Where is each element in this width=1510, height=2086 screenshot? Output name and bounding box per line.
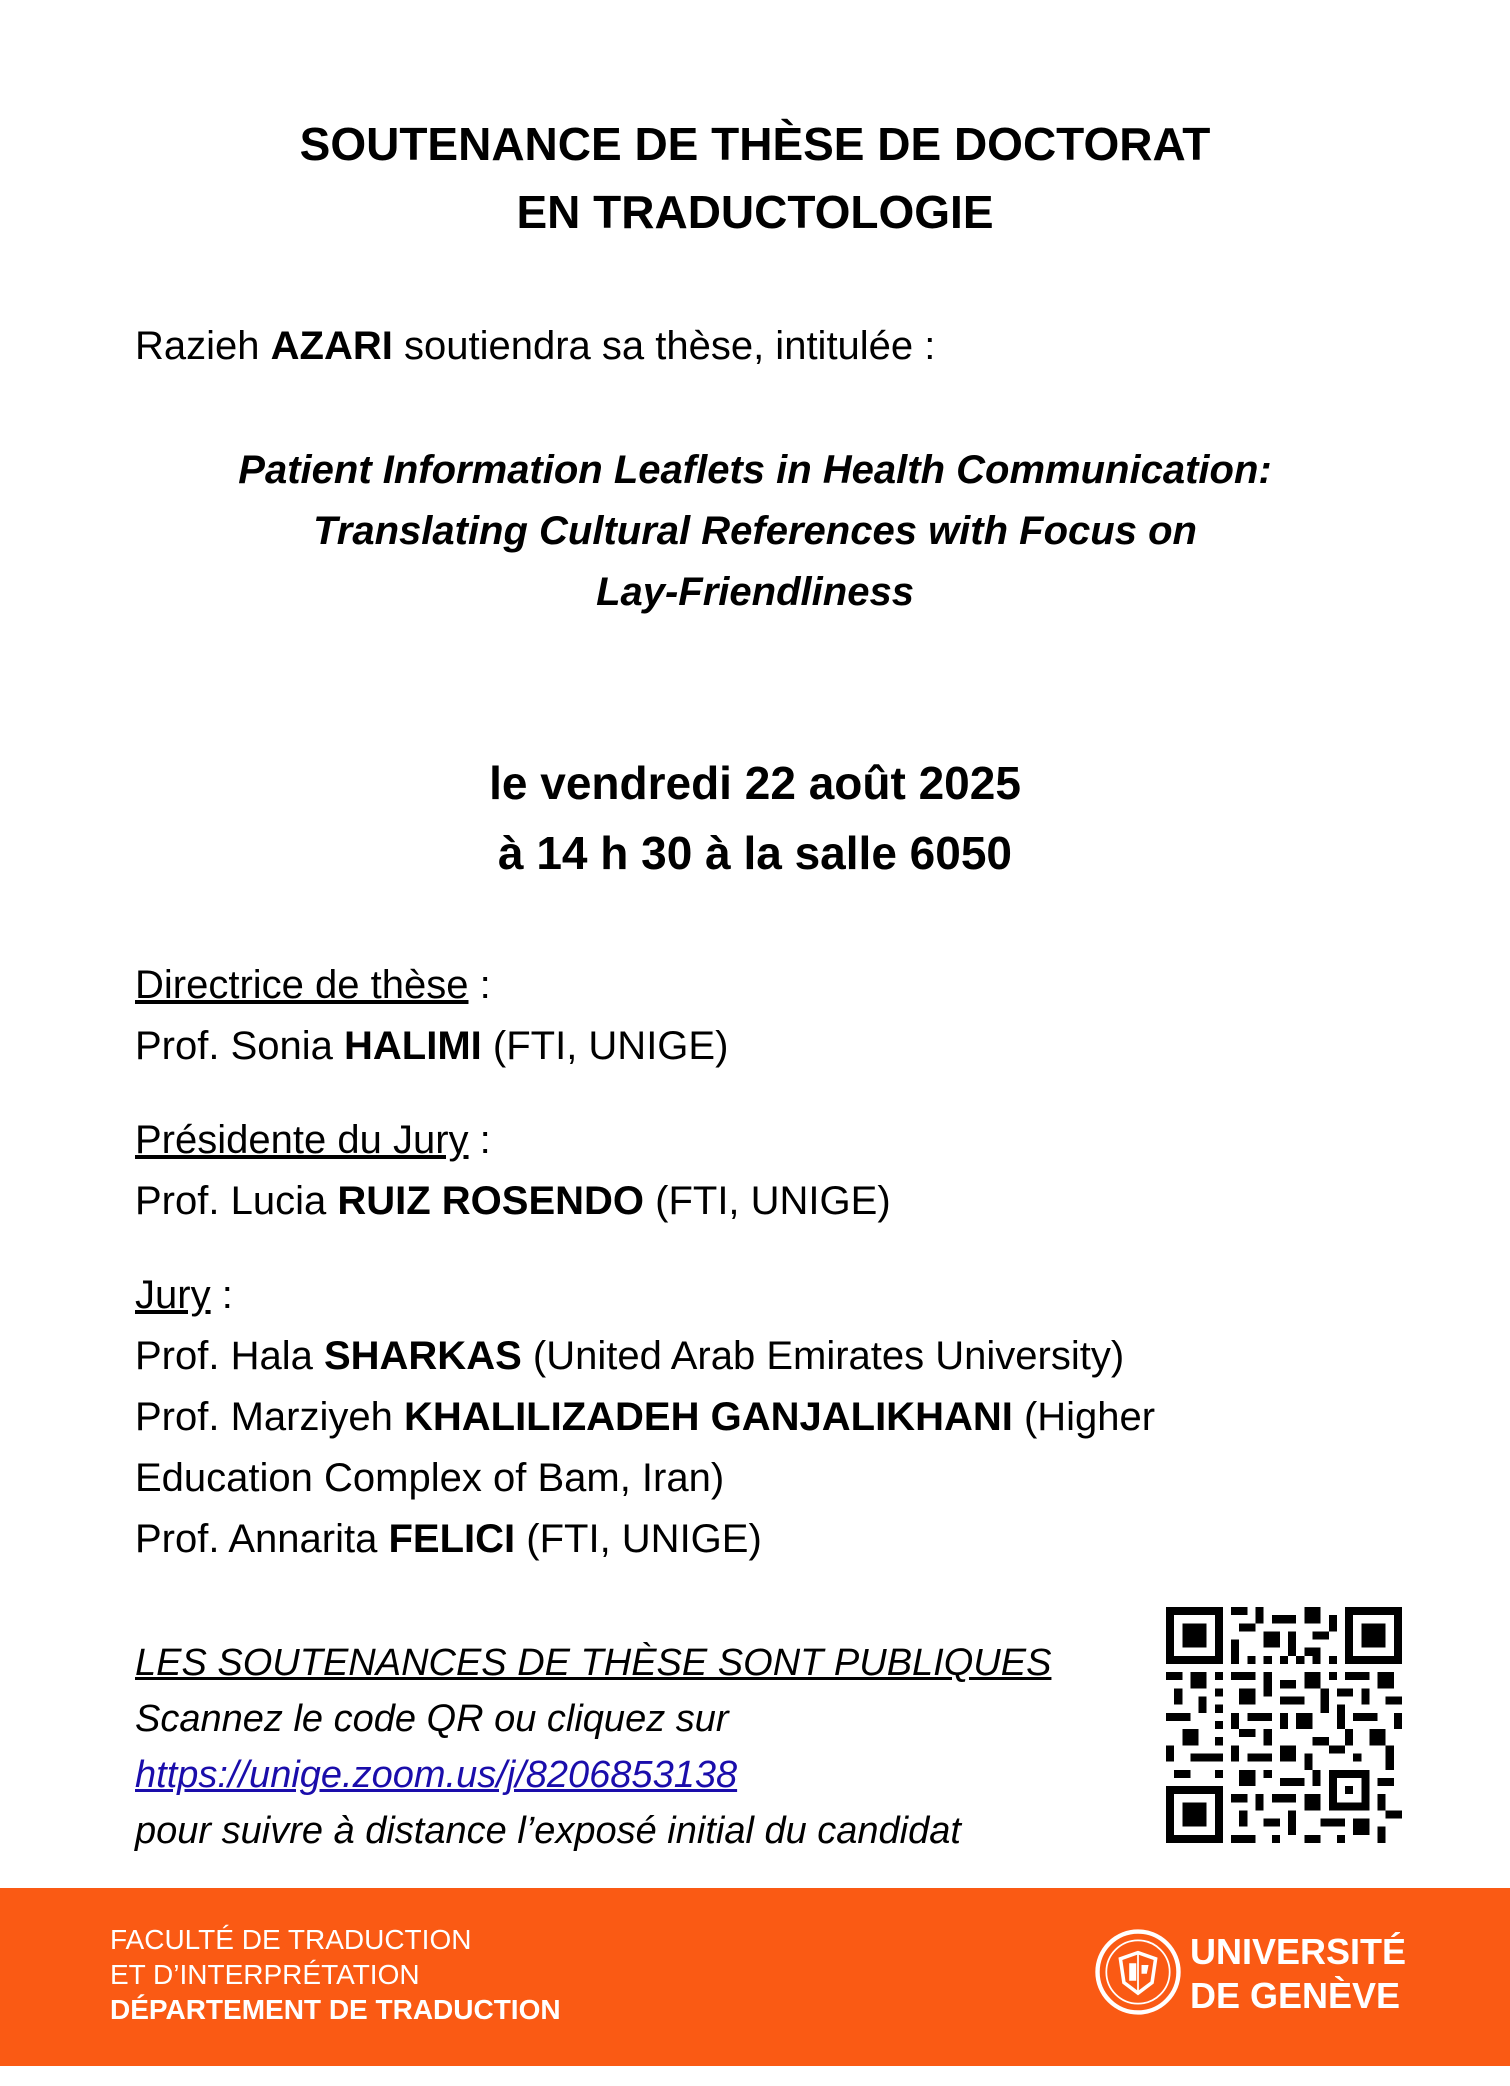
director-section bbox=[135, 955, 1155, 1077]
jury-member-surname: SHARKAS bbox=[323, 1334, 522, 1378]
university-seal-icon bbox=[1094, 1928, 1182, 2016]
thesis-title-line-1: Patient Information Leaflets in Health Communication: bbox=[238, 448, 1272, 492]
jury-member bbox=[135, 1509, 1155, 1570]
jury-member bbox=[135, 1326, 1155, 1387]
jury-member bbox=[135, 1387, 1155, 1448]
university-name bbox=[1190, 1930, 1406, 2018]
zoom-link[interactable]: https://unige.zoom.us/j/8206853138 bbox=[135, 1754, 738, 1796]
jury-section bbox=[135, 1265, 1155, 1570]
director-surname: HALIMI bbox=[344, 1024, 482, 1068]
jury-label: Jury bbox=[135, 1273, 211, 1317]
president-surname: RUIZ ROSENDO bbox=[337, 1179, 645, 1223]
event-date: le vendredi 22 août 2025 bbox=[489, 757, 1021, 809]
intro-text: soutiendra sa thèse, intitulée : bbox=[392, 324, 936, 368]
department-name: DÉPARTEMENT DE TRADUCTION bbox=[110, 1994, 561, 2025]
qr-code-icon[interactable] bbox=[1166, 1607, 1402, 1843]
committee bbox=[135, 955, 1155, 1603]
jury-member-surname: FELICI bbox=[388, 1517, 516, 1561]
president-section bbox=[135, 1110, 1155, 1232]
jury-member-affiliation: (United Arab Emirates University) bbox=[521, 1334, 1125, 1378]
event-details bbox=[0, 748, 1510, 888]
public-notice bbox=[135, 1635, 1051, 1859]
poster-title bbox=[0, 110, 1510, 246]
faculty-line-1: FACULTÉ DE TRADUCTION bbox=[110, 1924, 472, 1955]
president-label: Présidente du Jury bbox=[135, 1118, 469, 1162]
candidate-last-name: AZARI bbox=[270, 324, 393, 368]
president-prefix: Prof. Lucia bbox=[135, 1179, 338, 1223]
event-time-room: à 14 h 30 à la salle 6050 bbox=[497, 827, 1013, 879]
title-line-1: SOUTENANCE DE THÈSE DE DOCTORAT bbox=[299, 118, 1211, 170]
thesis-title-line-2: Translating Cultural References with Focus on bbox=[313, 509, 1197, 553]
director-affiliation: (FTI, UNIGE) bbox=[481, 1024, 729, 1068]
president-colon: : bbox=[468, 1118, 491, 1162]
candidate-intro bbox=[135, 318, 935, 374]
university-line-1: UNIVERSITÉ bbox=[1190, 1931, 1407, 1972]
director-label: Directrice de thèse bbox=[135, 963, 469, 1007]
director-name bbox=[135, 1016, 1155, 1077]
footer-banner bbox=[0, 1888, 1510, 2066]
jury-member-surname: KHALILIZADEH GANJALIKHANI bbox=[403, 1395, 1013, 1439]
president-affiliation: (FTI, UNIGE) bbox=[644, 1179, 891, 1223]
jury-member-affiliation: Education Complex of Bam, Iran) bbox=[135, 1456, 725, 1500]
jury-member-prefix: Prof. Annarita bbox=[135, 1517, 389, 1561]
faculty-block bbox=[110, 1922, 561, 2027]
jury-member-continued bbox=[135, 1448, 1155, 1509]
jury-member-affiliation: (Higher bbox=[1012, 1395, 1156, 1439]
faculty-line-2: ET D’INTERPRÉTATION bbox=[110, 1959, 420, 1990]
jury-member-prefix: Prof. Marziyeh bbox=[135, 1395, 404, 1439]
title-line-2: EN TRADUCTOLOGIE bbox=[516, 186, 994, 238]
follow-instruction: pour suivre à distance l’exposé initial du candidat bbox=[135, 1810, 961, 1852]
director-prefix: Prof. Sonia bbox=[135, 1024, 345, 1068]
public-headline: LES SOUTENANCES DE THÈSE SONT PUBLIQUES bbox=[135, 1642, 1052, 1684]
scan-instruction: Scannez le code QR ou cliquez sur bbox=[135, 1698, 729, 1740]
director-colon: : bbox=[468, 963, 491, 1007]
president-name bbox=[135, 1171, 1155, 1232]
university-line-2: DE GENÈVE bbox=[1190, 1975, 1401, 2016]
jury-member-affiliation: (FTI, UNIGE) bbox=[515, 1517, 762, 1561]
jury-colon: : bbox=[210, 1273, 233, 1317]
thesis-title bbox=[0, 440, 1510, 623]
jury-member-prefix: Prof. Hala bbox=[135, 1334, 324, 1378]
candidate-first-name: Razieh bbox=[135, 324, 271, 368]
thesis-title-line-3: Lay-Friendliness bbox=[596, 570, 914, 614]
